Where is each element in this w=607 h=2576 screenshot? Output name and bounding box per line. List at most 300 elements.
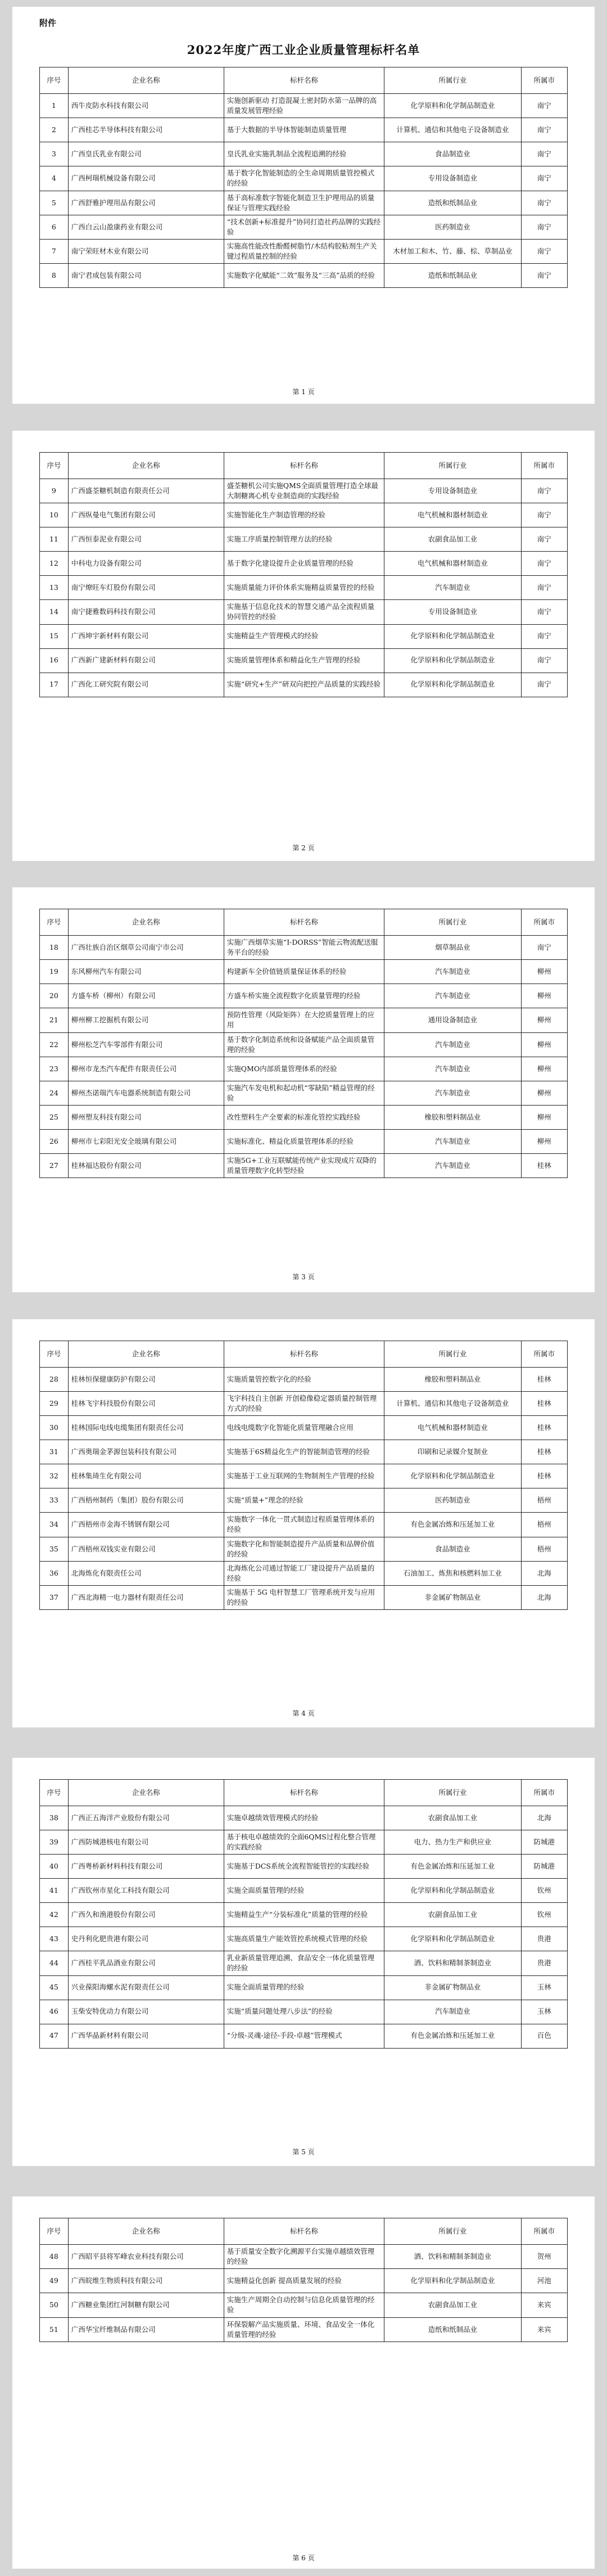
industry-name: 医药制造业 bbox=[384, 1488, 521, 1513]
row-number: 15 bbox=[40, 624, 69, 648]
header-no: 序号 bbox=[40, 453, 69, 479]
row-number: 23 bbox=[40, 1057, 69, 1081]
header-industry: 所属行业 bbox=[384, 2218, 521, 2245]
page-number: 第 6 页 bbox=[292, 2554, 315, 2562]
city-name: 南宁 bbox=[521, 527, 568, 552]
industry-name: 计算机、通信和其他电子设备制造业 bbox=[384, 118, 521, 142]
city-name: 柳州 bbox=[521, 960, 568, 984]
city-name: 南宁 bbox=[521, 264, 568, 288]
company-name: 广西皇氏乳业有限公司 bbox=[68, 142, 224, 166]
header-practice: 标杆名称 bbox=[224, 453, 384, 479]
benchmark-name: 北海炼化公司通过智能工厂建设提升产品质量的经验 bbox=[224, 1561, 384, 1585]
city-name: 梧州 bbox=[521, 1537, 568, 1561]
header-company: 企业名称 bbox=[68, 453, 224, 479]
row-number: 36 bbox=[40, 1561, 69, 1585]
row-number: 8 bbox=[40, 264, 69, 288]
table-row bbox=[40, 94, 568, 118]
row-number: 49 bbox=[40, 2269, 69, 2293]
table-row bbox=[40, 1081, 568, 1105]
table-row bbox=[40, 600, 568, 624]
benchmark-name: 实施QMO内部质量管理体系的经验 bbox=[224, 1057, 384, 1081]
benchmark-name: 实施精益化创新 提高质量发展的经验 bbox=[224, 2269, 384, 2293]
company-name: 柳州市龙杰汽车配件有限责任公司 bbox=[68, 1057, 224, 1081]
city-name: 南宁 bbox=[521, 94, 568, 118]
benchmark-name: 实施全面质量管理的经验 bbox=[224, 1975, 384, 2000]
company-name: 广西粤桥新材料科技有限公司 bbox=[68, 1855, 224, 1879]
company-name: 广西盛荃糖机制造有限责任公司 bbox=[68, 479, 224, 503]
industry-name: 汽车制造业 bbox=[384, 1057, 521, 1081]
company-name: 玉柴安特优动力有限公司 bbox=[68, 2000, 224, 2024]
table-row bbox=[40, 1879, 568, 1903]
city-name: 防城港 bbox=[521, 1830, 568, 1855]
benchmark-name: 构建新车全价值链质量保证体系的经验 bbox=[224, 960, 384, 984]
company-name: 南宁捷雅数码科技有限公司 bbox=[68, 600, 224, 624]
company-name: 广西糖业集团红河制糖有限公司 bbox=[68, 2293, 224, 2317]
page-number: 第 2 页 bbox=[292, 844, 315, 852]
table-header-row bbox=[40, 1780, 568, 1806]
document-page bbox=[12, 2196, 595, 2569]
header-industry: 所属行业 bbox=[384, 453, 521, 479]
table-row bbox=[40, 1008, 568, 1032]
benchmark-name: 实施智能化生产制造管理的经验 bbox=[224, 503, 384, 527]
industry-name: 专用设备制造业 bbox=[384, 479, 521, 503]
header-city: 所属市 bbox=[521, 909, 568, 936]
company-name: 桂林恒保健康防护有限公司 bbox=[68, 1368, 224, 1392]
city-name: 桂林 bbox=[521, 1154, 568, 1178]
industry-name: 专用设备制造业 bbox=[384, 166, 521, 191]
industry-name: 汽车制造业 bbox=[384, 960, 521, 984]
row-number: 48 bbox=[40, 2245, 69, 2269]
industry-name: 农副食品加工业 bbox=[384, 527, 521, 552]
row-number: 37 bbox=[40, 1586, 69, 1610]
table-row bbox=[40, 1464, 568, 1488]
header-practice: 标杆名称 bbox=[224, 1780, 384, 1806]
industry-name: 食品制造业 bbox=[384, 142, 521, 166]
row-number: 39 bbox=[40, 1830, 69, 1855]
header-company: 企业名称 bbox=[68, 2218, 224, 2245]
industry-name: 农副食品加工业 bbox=[384, 2293, 521, 2317]
industry-name: 农副食品加工业 bbox=[384, 1806, 521, 1830]
document-title: 2022年度广西工业企业质量管理标杆名单 bbox=[187, 43, 420, 57]
row-number: 43 bbox=[40, 1927, 69, 1951]
city-name: 柳州 bbox=[521, 1130, 568, 1154]
city-name: 桂林 bbox=[521, 1416, 568, 1440]
row-number: 21 bbox=[40, 1008, 69, 1032]
city-name: 南宁 bbox=[521, 166, 568, 191]
industry-name: 化学原料和化学制品制造业 bbox=[384, 2269, 521, 2293]
industry-name: 烟草制品业 bbox=[384, 936, 521, 960]
row-number: 51 bbox=[40, 2317, 69, 2342]
city-name: 柳州 bbox=[521, 1081, 568, 1105]
benchmark-name: 实施数字化和智能制造提升产品质量和品牌价值的经验 bbox=[224, 1537, 384, 1561]
benchmark-name: 基于核电卓越绩效的全面6QMS过程化整合管理的实践经验 bbox=[224, 1830, 384, 1855]
table-header-row bbox=[40, 453, 568, 479]
benchmark-name: 实施基于 5G 电杆智慧工厂管理系统开发与应用的经验 bbox=[224, 1586, 384, 1610]
row-number: 10 bbox=[40, 503, 69, 527]
table-row bbox=[40, 2269, 568, 2293]
row-number: 11 bbox=[40, 527, 69, 552]
header-company: 企业名称 bbox=[68, 67, 224, 94]
benchmark-name: 电线电缆数字化智能化质量管理融合应用 bbox=[224, 1416, 384, 1440]
page-number: 第 1 页 bbox=[292, 388, 315, 396]
table-row bbox=[40, 191, 568, 215]
table-row bbox=[40, 1806, 568, 1830]
benchmark-name: 实施标准化、精益化质量管理体系的经验 bbox=[224, 1130, 384, 1154]
city-name: 柳州 bbox=[521, 984, 568, 1008]
benchmark-name: 实施高质量生产能效管控系统模式管理的经验 bbox=[224, 1927, 384, 1951]
header-company: 企业名称 bbox=[68, 909, 224, 936]
city-name: 南宁 bbox=[521, 142, 568, 166]
table-row bbox=[40, 552, 568, 576]
city-name: 南宁 bbox=[521, 600, 568, 624]
table-row bbox=[40, 1951, 568, 1975]
city-name: 南宁 bbox=[521, 673, 568, 697]
row-number: 31 bbox=[40, 1440, 69, 1464]
benchmark-name: 实施汽车发电机和起动机“零缺陷”精益管理的经验 bbox=[224, 1081, 384, 1105]
header-practice: 标杆名称 bbox=[224, 909, 384, 936]
city-name: 钦州 bbox=[521, 1879, 568, 1903]
company-name: 广西梧州制药（集团）股份有限公司 bbox=[68, 1488, 224, 1513]
table-row bbox=[40, 984, 568, 1008]
industry-name: 造纸和纸制品业 bbox=[384, 2317, 521, 2342]
company-name: 广西新广建新材料有限公司 bbox=[68, 648, 224, 673]
city-name: 南宁 bbox=[521, 624, 568, 648]
benchmark-name: 实施广西烟草实施“I-DORSS”智能云物流配送服务平台的经验 bbox=[224, 936, 384, 960]
benchmark-name: 实施精益生产管理模式的经验 bbox=[224, 624, 384, 648]
city-name: 贵港 bbox=[521, 1951, 568, 1975]
row-number: 34 bbox=[40, 1513, 69, 1537]
industry-name: 汽车制造业 bbox=[384, 2000, 521, 2024]
city-name: 桂林 bbox=[521, 1464, 568, 1488]
table-row bbox=[40, 2245, 568, 2269]
benchmark-name: 实施质量管理体系和精益化生产管理的经验 bbox=[224, 648, 384, 673]
city-name: 北海 bbox=[521, 1806, 568, 1830]
table-header-row bbox=[40, 909, 568, 936]
row-number: 16 bbox=[40, 648, 69, 673]
benchmark-name: 实施精益生产“分装标准化”质量的管理的经验 bbox=[224, 1903, 384, 1927]
row-number: 12 bbox=[40, 552, 69, 576]
qualified-companies-table bbox=[39, 1779, 568, 2049]
table-row bbox=[40, 624, 568, 648]
table-row bbox=[40, 576, 568, 600]
city-name: 柳州 bbox=[521, 1032, 568, 1057]
city-name: 南宁 bbox=[521, 503, 568, 527]
industry-name: 造纸和纸制品业 bbox=[384, 264, 521, 288]
company-name: 广西华晶新材料有限公司 bbox=[68, 2024, 224, 2048]
table-row bbox=[40, 118, 568, 142]
company-name: 广西奥瑞金茅源包装科技有限公司 bbox=[68, 1440, 224, 1464]
benchmark-name: 实施质量能力评价体系实施精益质量管控的经验 bbox=[224, 576, 384, 600]
city-name: 河池 bbox=[521, 2269, 568, 2293]
header-city: 所属市 bbox=[521, 67, 568, 94]
industry-name: 汽车制造业 bbox=[384, 1130, 521, 1154]
benchmark-name: 实施高性能改性酚醛树脂竹/木结构胶粘剂生产关键过程质量控制的经验 bbox=[224, 240, 384, 264]
page-number: 第 4 页 bbox=[292, 1709, 315, 1717]
page-number: 第 5 页 bbox=[292, 2148, 315, 2156]
table-row bbox=[40, 503, 568, 527]
company-name: 广西久和渔港股份有限公司 bbox=[68, 1903, 224, 1927]
industry-name: 酒、饮料和精制茶制造业 bbox=[384, 2245, 521, 2269]
header-company: 企业名称 bbox=[68, 1780, 224, 1806]
benchmark-name: 实施数字一体化一贯式制造过程质量管理体系的经验 bbox=[224, 1513, 384, 1537]
row-number: 46 bbox=[40, 2000, 69, 2024]
header-city: 所属市 bbox=[521, 1780, 568, 1806]
company-name: 桂林国际电线电缆集团有限责任公司 bbox=[68, 1416, 224, 1440]
industry-name: 橡胶和塑料制品业 bbox=[384, 1106, 521, 1130]
table-row bbox=[40, 1903, 568, 1927]
row-number: 17 bbox=[40, 673, 69, 697]
table-row bbox=[40, 479, 568, 503]
row-number: 13 bbox=[40, 576, 69, 600]
industry-name: 电气机械和器材制造业 bbox=[384, 503, 521, 527]
benchmark-name: 环保裂解产品实施质量、环境、食品安全一体化质量管理的经验 bbox=[224, 2317, 384, 2342]
header-no: 序号 bbox=[40, 2218, 69, 2245]
industry-name: 有色金属冶炼和压延加工业 bbox=[384, 2024, 521, 2048]
benchmark-name: 实施“质量问题处理八步法”的经验 bbox=[224, 2000, 384, 2024]
row-number: 29 bbox=[40, 1392, 69, 1416]
qualified-companies-table bbox=[39, 1341, 568, 1610]
header-city: 所属市 bbox=[521, 453, 568, 479]
benchmark-name: 基于质量安全数字化溯源平台实施卓越绩效管理的经验 bbox=[224, 2245, 384, 2269]
table-header-row bbox=[40, 2218, 568, 2245]
company-name: 广西桂平乳品酒业有限公司 bbox=[68, 1951, 224, 1975]
company-name: 方盛车桥（柳州）有限公司 bbox=[68, 984, 224, 1008]
benchmark-name: 预防性管理（风险矩阵）在大挖质量管理上的应用 bbox=[224, 1008, 384, 1032]
company-name: 广西纵曼电气集团有限公司 bbox=[68, 503, 224, 527]
table-row bbox=[40, 2000, 568, 2024]
industry-name: 化学原料和化学制品制造业 bbox=[384, 1879, 521, 1903]
company-name: 中科电力设备有限公司 bbox=[68, 552, 224, 576]
industry-name: 化学原料和化学制品制造业 bbox=[384, 1927, 521, 1951]
company-name: 广西坤宇新材料有限公司 bbox=[68, 624, 224, 648]
company-name: 兴业葆阳海螺水泥有限责任公司 bbox=[68, 1975, 224, 2000]
city-name: 贺州 bbox=[521, 2245, 568, 2269]
benchmark-name: 皇氏乳业实施乳制品全流程追溯的经验 bbox=[224, 142, 384, 166]
city-name: 柳州 bbox=[521, 1057, 568, 1081]
benchmark-name: 实施卓越绩效管理模式的经验 bbox=[224, 1806, 384, 1830]
industry-name: 通用设备制造业 bbox=[384, 1008, 521, 1032]
table-row bbox=[40, 240, 568, 264]
company-name: 广西昭平县将军峰农业科技有限公司 bbox=[68, 2245, 224, 2269]
row-number: 18 bbox=[40, 936, 69, 960]
company-name: 广西柯瑞机械设备有限公司 bbox=[68, 166, 224, 191]
row-number: 19 bbox=[40, 960, 69, 984]
table-header-row bbox=[40, 1341, 568, 1368]
document-page bbox=[12, 7, 595, 404]
row-number: 3 bbox=[40, 142, 69, 166]
row-number: 26 bbox=[40, 1130, 69, 1154]
city-name: 桂林 bbox=[521, 1392, 568, 1416]
industry-name: 有色金属冶炼和压延加工业 bbox=[384, 1855, 521, 1879]
company-name: 桂林集琦生化有限公司 bbox=[68, 1464, 224, 1488]
row-number: 42 bbox=[40, 1903, 69, 1927]
industry-name: 汽车制造业 bbox=[384, 984, 521, 1008]
company-name: 南宁燎旺车灯股份有限公司 bbox=[68, 576, 224, 600]
industry-name: 汽车制造业 bbox=[384, 1081, 521, 1105]
row-number: 1 bbox=[40, 94, 69, 118]
city-name: 玉林 bbox=[521, 1975, 568, 2000]
city-name: 南宁 bbox=[521, 576, 568, 600]
table-row bbox=[40, 2293, 568, 2317]
table-row bbox=[40, 648, 568, 673]
benchmark-name: 实施基于DCS系统全流程智能管控的实践经验 bbox=[224, 1855, 384, 1879]
city-name: 北海 bbox=[521, 1586, 568, 1610]
industry-name: 电气机械和器材制造业 bbox=[384, 552, 521, 576]
table-row bbox=[40, 1488, 568, 1513]
city-name: 钦州 bbox=[521, 1903, 568, 1927]
industry-name: 医药制造业 bbox=[384, 215, 521, 239]
table-row bbox=[40, 1855, 568, 1879]
city-name: 来宾 bbox=[521, 2317, 568, 2342]
document-page bbox=[12, 887, 595, 1292]
company-name: 柳州杰诺瑞汽车电器系统制造有限公司 bbox=[68, 1081, 224, 1105]
row-number: 4 bbox=[40, 166, 69, 191]
page-number: 第 3 页 bbox=[292, 1273, 315, 1281]
row-number: 41 bbox=[40, 1879, 69, 1903]
city-name: 百色 bbox=[521, 2024, 568, 2048]
benchmark-name: “分级-灵魂-途径-手段-卓越”管理模式 bbox=[224, 2024, 384, 2048]
company-name: 桂林福达股份有限公司 bbox=[68, 1154, 224, 1178]
header-practice: 标杆名称 bbox=[224, 67, 384, 94]
benchmark-name: 改性塑料生产全要素的标准化管控实践经验 bbox=[224, 1106, 384, 1130]
table-row bbox=[40, 264, 568, 288]
industry-name: 电力、热力生产和供应业 bbox=[384, 1830, 521, 1855]
industry-name: 非金属矿物制品业 bbox=[384, 1975, 521, 2000]
document-page bbox=[12, 1319, 595, 1727]
company-name: 广西华宝纤维制品有限公司 bbox=[68, 2317, 224, 2342]
industry-name: 化学原料和化学制品制造业 bbox=[384, 624, 521, 648]
row-number: 40 bbox=[40, 1855, 69, 1879]
header-no: 序号 bbox=[40, 1341, 69, 1368]
industry-name: 汽车制造业 bbox=[384, 1154, 521, 1178]
row-number: 27 bbox=[40, 1154, 69, 1178]
benchmark-name: 基于高标准数字智能化制造卫生护理用品的质量保证与管理实践经验 bbox=[224, 191, 384, 215]
company-name: 广西壮族自治区烟草公司南宁市公司 bbox=[68, 936, 224, 960]
benchmark-name: 实施基于工业互联网的生物制剂生产管理的经验 bbox=[224, 1464, 384, 1488]
city-name: 贵港 bbox=[521, 1927, 568, 1951]
city-name: 北海 bbox=[521, 1561, 568, 1585]
row-number: 44 bbox=[40, 1951, 69, 1975]
city-name: 南宁 bbox=[521, 648, 568, 673]
city-name: 南宁 bbox=[521, 215, 568, 239]
company-name: 柳州柳工挖掘机有限公司 bbox=[68, 1008, 224, 1032]
qualified-companies-table bbox=[39, 67, 568, 288]
table-row bbox=[40, 142, 568, 166]
company-name: 广西梧州双钱实业有限公司 bbox=[68, 1537, 224, 1561]
row-number: 9 bbox=[40, 479, 69, 503]
industry-name: 木材加工和木、竹、藤、棕、草制品业 bbox=[384, 240, 521, 264]
company-name: 史丹利化肥贵港有限公司 bbox=[68, 1927, 224, 1951]
company-name: 广西桂芯半导体科技有限公司 bbox=[68, 118, 224, 142]
qualified-companies-table bbox=[39, 909, 568, 1178]
company-name: 广西舒雅护理用品有限公司 bbox=[68, 191, 224, 215]
table-row bbox=[40, 1830, 568, 1855]
company-name: 南宁君成包装有限公司 bbox=[68, 264, 224, 288]
row-number: 7 bbox=[40, 240, 69, 264]
table-row bbox=[40, 2317, 568, 2342]
industry-name: 化学原料和化学制品制造业 bbox=[384, 648, 521, 673]
attachment-label: 附件 bbox=[39, 18, 57, 28]
header-no: 序号 bbox=[40, 67, 69, 94]
header-city: 所属市 bbox=[521, 2218, 568, 2245]
table-row bbox=[40, 936, 568, 960]
table-row bbox=[40, 215, 568, 239]
benchmark-name: 实施生产周期全自动控制与信息化质量管理的经验 bbox=[224, 2293, 384, 2317]
header-city: 所属市 bbox=[521, 1341, 568, 1368]
industry-name: 造纸和纸制品业 bbox=[384, 191, 521, 215]
benchmark-name: 基于数字化制造系统和设备赋能产品全面质量管理的经验 bbox=[224, 1032, 384, 1057]
industry-name: 计算机、通信和其他电子设备制造业 bbox=[384, 1392, 521, 1416]
company-name: 西牛皮防水科技有限公司 bbox=[68, 94, 224, 118]
benchmark-name: “技术创新+标准提升”协同打造社药品牌的实践经验 bbox=[224, 215, 384, 239]
table-row bbox=[40, 527, 568, 552]
city-name: 防城港 bbox=[521, 1855, 568, 1879]
benchmark-name: 实施基于信息化技术的智慧交通产品全流程质量协同管控的经验 bbox=[224, 600, 384, 624]
row-number: 2 bbox=[40, 118, 69, 142]
table-row bbox=[40, 1537, 568, 1561]
city-name: 南宁 bbox=[521, 936, 568, 960]
table-row bbox=[40, 1586, 568, 1610]
industry-name: 农副食品加工业 bbox=[384, 1903, 521, 1927]
city-name: 南宁 bbox=[521, 552, 568, 576]
city-name: 桂林 bbox=[521, 1368, 568, 1392]
table-row bbox=[40, 1057, 568, 1081]
city-name: 梧州 bbox=[521, 1513, 568, 1537]
company-name: 广西梧州市金海不锈钢有限公司 bbox=[68, 1513, 224, 1537]
benchmark-name: 实施创新驱动 打造混凝土密封防水第一品牌的高质量发展管理经验 bbox=[224, 94, 384, 118]
header-industry: 所属行业 bbox=[384, 1780, 521, 1806]
benchmark-name: 实施数字化赋能“二效”服务及“三高”品质的经验 bbox=[224, 264, 384, 288]
table-row bbox=[40, 1927, 568, 1951]
document-page bbox=[12, 431, 595, 861]
industry-name: 汽车制造业 bbox=[384, 1032, 521, 1057]
city-name: 来宾 bbox=[521, 2293, 568, 2317]
industry-name: 有色金属冶炼和压延加工业 bbox=[384, 1513, 521, 1537]
industry-name: 汽车制造业 bbox=[384, 576, 521, 600]
header-no: 序号 bbox=[40, 909, 69, 936]
company-name: 广西白云山盈康药业有限公司 bbox=[68, 215, 224, 239]
table-row bbox=[40, 1561, 568, 1585]
benchmark-name: 实施“质量+”理念的经验 bbox=[224, 1488, 384, 1513]
header-industry: 所属行业 bbox=[384, 909, 521, 936]
benchmark-name: 实施“研究+生产”研双向把控产品质量的实践经验 bbox=[224, 673, 384, 697]
industry-name: 石油加工、炼焦和核燃料加工业 bbox=[384, 1561, 521, 1585]
row-number: 5 bbox=[40, 191, 69, 215]
city-name: 桂林 bbox=[521, 1440, 568, 1464]
industry-name: 酒、饮料和精制茶制造业 bbox=[384, 1951, 521, 1975]
company-name: 广西钦州市星化工科技有限公司 bbox=[68, 1879, 224, 1903]
header-company: 企业名称 bbox=[68, 1341, 224, 1368]
city-name: 柳州 bbox=[521, 1008, 568, 1032]
benchmark-name: 实施工序质量控制管理方法的经验 bbox=[224, 527, 384, 552]
table-row bbox=[40, 1416, 568, 1440]
header-practice: 标杆名称 bbox=[224, 1341, 384, 1368]
industry-name: 专用设备制造业 bbox=[384, 600, 521, 624]
benchmark-name: 实施质量管控数字化的经验 bbox=[224, 1368, 384, 1392]
company-name: 柳州松芝汽车零部件有限公司 bbox=[68, 1032, 224, 1057]
row-number: 33 bbox=[40, 1488, 69, 1513]
company-name: 北海炼化有限责任公司 bbox=[68, 1561, 224, 1585]
header-no: 序号 bbox=[40, 1780, 69, 1806]
company-name: 广西防城港核电有限公司 bbox=[68, 1830, 224, 1855]
company-name: 桂林飞宇科技股份有限公司 bbox=[68, 1392, 224, 1416]
benchmark-name: 基于数字化建设提升企业质量管理的经验 bbox=[224, 552, 384, 576]
city-name: 柳州 bbox=[521, 1106, 568, 1130]
benchmark-name: 飞宇科技自主创新 开创稳像稳定器质量控制管理方式的经验 bbox=[224, 1392, 384, 1416]
row-number: 28 bbox=[40, 1368, 69, 1392]
company-name: 东风柳州汽车有限公司 bbox=[68, 960, 224, 984]
industry-name: 化学原料和化学制品制造业 bbox=[384, 673, 521, 697]
